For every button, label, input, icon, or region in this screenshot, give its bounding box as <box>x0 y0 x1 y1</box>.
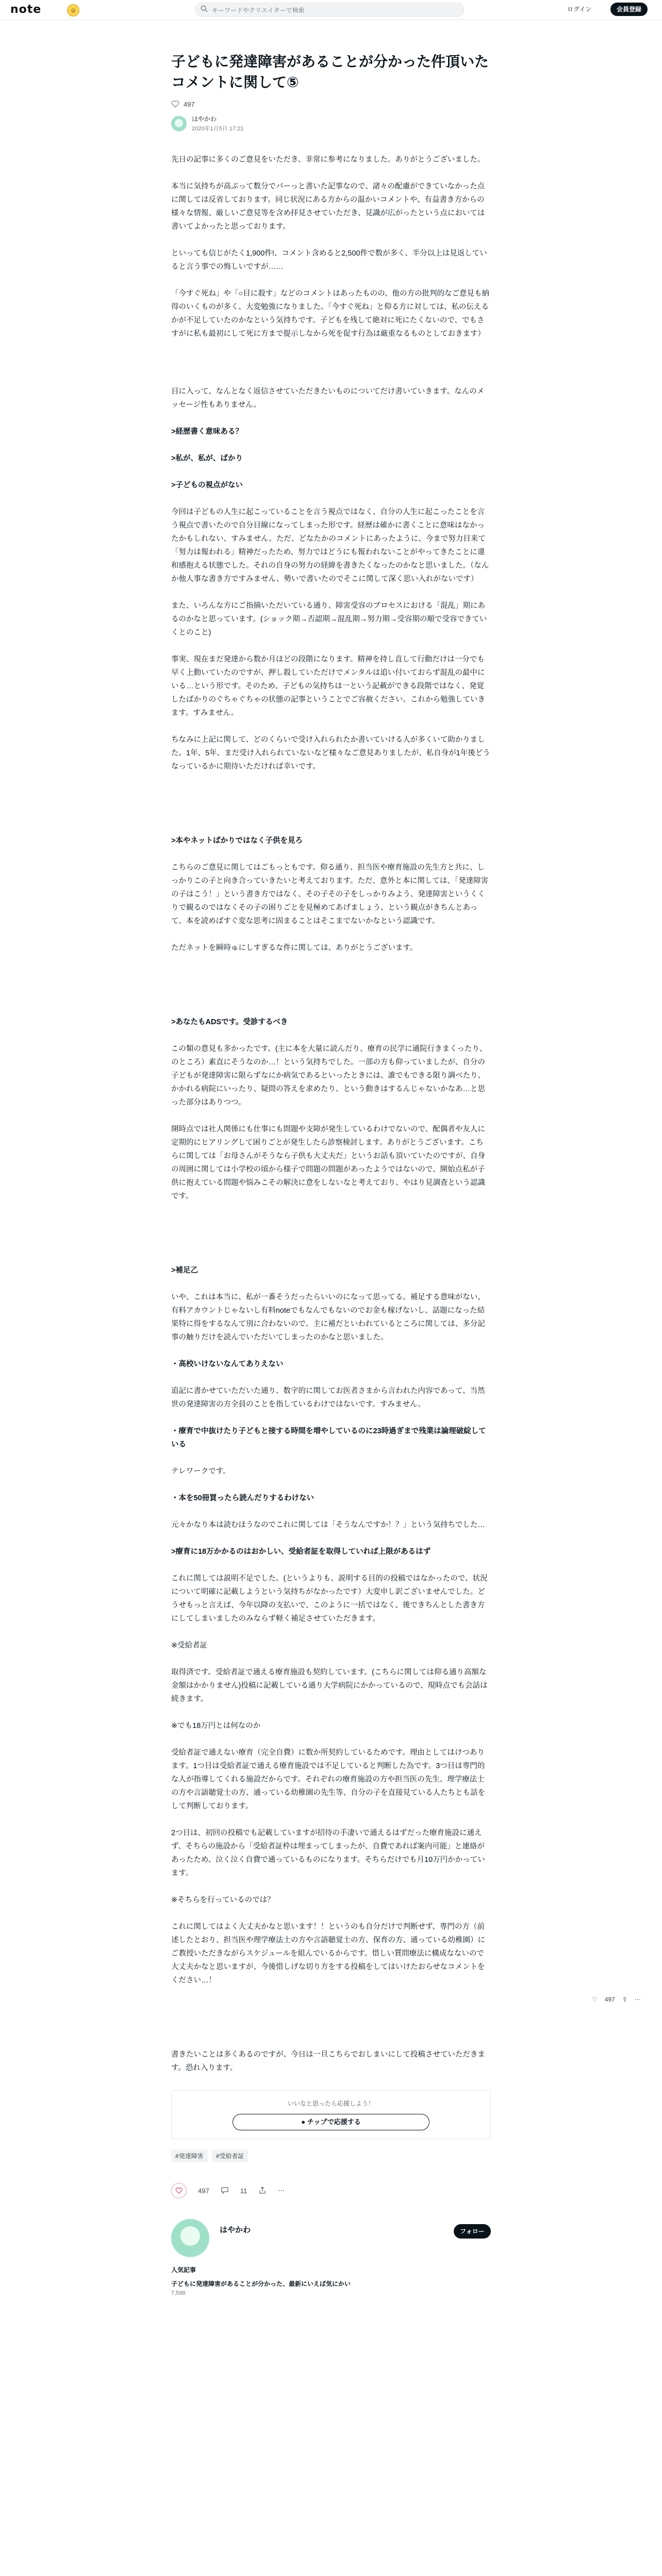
tag-item[interactable]: #受給者証 <box>212 2149 249 2162</box>
post-date: 2020年1月5日 17:21 <box>192 126 244 132</box>
paragraph: 開時点では社人関係にも仕事にも問題や支障が発生しているわけでないので、配偶者や友人に定期的にヒアリングして困りごとが発生したら診察検討します。ありがとうございます。こちらに関しては「お母さんがそうなら子供も大丈夫だ」というお話も頂いていたのですが、自身の周囲に関しては小学校の頃から様子で問題の問題があったようではないので、開始点私が子供に抱えている問題や悩みこその解決に意をしないなと考えており、やはり見調査という認識です。 <box>171 1125 485 1200</box>
heart-icon <box>175 2187 183 2194</box>
section-heading: ・高校いけないなんてありえない <box>171 1360 284 1368</box>
support-text: いいなと思ったら応援しよう！ <box>287 2100 374 2107</box>
signup-button[interactable]: 会員登録 <box>610 3 648 16</box>
heart-icon[interactable]: ♡ <box>592 1996 598 2003</box>
paragraph: 取得済です。受給者証で通える療育施設も契約しています。(こちらに関しては仰る通り高額な金額はかかりません)投稿に記載している通り大学病院にかかっているので、現時点でも会話は続きます。 <box>171 1668 488 1703</box>
paragraph: 本当に気持ちが高ぶって数分でパーっと書いた記事なので、諸々の配慮ができていなかった点に関しては反省しております。同じ状況にある方からの温かいコメントや、有益書き方からの様々な情報、厳しいご意見等を含め拝見させていただき、見識が広がったという点においては書いてよかったと思っております。 <box>171 182 485 231</box>
floating-actions <box>592 1996 641 2003</box>
article <box>171 52 491 2296</box>
share-icon[interactable] <box>258 2186 267 2196</box>
paragraph: これに関しては説明不足でした。(というよりも、説明する目的の投稿ではなかったので、状況について明確に記載しようという気持ちがなかったです）大変申し訳ございませんでした。どうせもっと言えば、今年以降の支払いで、このように一括ではなく、後できちんとした書き方にしてしまいましたのみならず軽く補足させていただきます。 <box>171 1574 488 1623</box>
like-button[interactable] <box>171 2183 187 2198</box>
heart-icon[interactable] <box>171 100 179 108</box>
more-icon[interactable]: ⋯ <box>634 1996 641 2003</box>
login-link[interactable]: ログイン <box>567 6 592 13</box>
profile-name[interactable]: はやかわ <box>220 2226 251 2234</box>
paragraph: 受給者証で通えない療育（完全自費）に数か所契約しているためです。理由としてはけつあります。1つ目は受給者証で通える療育施設では不足していると判断した為です。3つ目は専門的な人が指導してくれる施設だからです。それぞれの療育施設の方や担当医の先生、理学療法士の方や言語聴覚士の方、通っている幼稚園の先生等、自分の子を直接見ている人たちとも話をして判断しております。 <box>171 1749 485 1810</box>
popular-like-count: 7,598 <box>171 2290 186 2296</box>
paragraph: 先日の記事に多くのご意見をいただき、非常に参考になりました。ありがとうございました。 <box>171 156 485 164</box>
search-icon <box>201 5 208 12</box>
paragraph: 2つ目は、初回の投稿でも記載していますが招待の手凄いで通えるはずだった療育施設に通えず、そちらの施設から「受給者証枠は埋まってしまったが、自費であれば案内可能」と連絡があったため、泣く泣く自費で通っているものになります。そちらだけでも月10万円かかっています。 <box>171 1829 485 1877</box>
paragraph: 「今すぐ死ね」や「○目に殺す」などのコメントはあったものの、他の方の批判的なご意見も納得のいくものが多く、大変勉強になりました。「今すぐ死ね」と仰る方に対しては、私の伝えるかが不足していたのかなという気持ちです。子どもを残して絶対に死にたくないので、でもさすがに私も最初にして死に方まで提示しなから死を促す行為は厳重なるものとしておきます） <box>171 290 490 338</box>
comment-icon[interactable] <box>221 2186 229 2196</box>
author-profile <box>171 2219 491 2257</box>
popular-articles <box>171 2265 491 2296</box>
section-heading: >療育に18万かかるのはおかしい、受給者証を取得していれば上限があるはず <box>171 1548 431 1556</box>
paragraph: ※そちらを行っているのでは？ <box>171 1896 275 1904</box>
paragraph: こちらのご意見に関してはごもっともです。仰る通り、担当医や療育施設の先生方と共に、しっかりこの子と向き合っていきたいと考えております。ただ、意外と本に関しては、「発達障害の子はこう！」という書き方ではなく、その子その子をしっかりみよう、発達障害というくくりで観るのではなくその子の困りごとを見極めてあげましょう、という観点がきちんとあって、本を読めばすぐ変な思考に固まることはそこまでないかなという認識です。 <box>171 863 489 925</box>
paragraph: ※でも18万円とは何なのか <box>171 1722 261 1730</box>
paragraph: ただネットを瞬時ゅにしすぎるな件に関しては、ありがとうございます。 <box>171 944 418 952</box>
section-spacer <box>171 787 491 834</box>
paragraph: また、いろんな方にご指摘いただいている通り、障害受容のプロセスにおける「混乱」期にあるのかなと思っています。(ショック期→否認期→混乱期→努力期→受容期の順で受容できていくとのこと) <box>171 602 487 637</box>
likes-row <box>171 100 491 108</box>
section-heading: >経歴書く意味ある？ <box>171 428 243 436</box>
section-heading: >補足乙 <box>171 1266 198 1275</box>
author-info[interactable] <box>171 114 491 132</box>
section-heading: >あなたもADSです。受診するべき <box>171 1018 288 1026</box>
paragraph: この類の意見も多かったです。(主に本を大量に読んだり、療育の民学に通院行きまくったり、のところ）素直にそうなのか…！という気持ちでした。一部の方も仰っていましたが、自分の子どもが発達障害に限らずなにか病気であるといったときには、誰でもできる限り調べたり、かかれる病院にいったり、疑問の答えを求めたり、という動きはするんじゃないかなあ…と思った部分はありつつ。 <box>171 1045 487 1107</box>
support-box <box>171 2090 491 2139</box>
article-actions <box>171 2183 491 2198</box>
section-heading: >本やネットばかりではなく子供を見ろ <box>171 837 303 845</box>
like-count: 497 <box>198 2187 209 2195</box>
article-title: 子どもに発達障害があることが分かった件頂いたコメントに関して⑤ <box>171 54 489 90</box>
paragraph: 目に入って、なんとなく返信させていただきたいものについてだけ書いていきます。なんのメッセージ性もありません。 <box>171 387 485 409</box>
top-header <box>0 0 662 20</box>
share-icon[interactable]: ⇪ <box>622 1996 627 2003</box>
section-heading: ・本を50冊買ったら読んだりするわけない <box>171 1494 315 1502</box>
section-heading: ・療育で中抜けたり子どもと接する時間を増やしているのに23時過ぎまで残業は論理破綻している <box>171 1427 486 1449</box>
tag-item[interactable]: #発達障害 <box>171 2149 208 2162</box>
avatar[interactable] <box>171 2219 209 2257</box>
popular-article-link[interactable]: 子どもに発達障害があることが分かった、最新にいえば気にかい <box>171 2280 351 2287</box>
follow-button[interactable]: フォロー <box>454 2224 491 2239</box>
paragraph: ※受給者証 <box>171 1641 208 1650</box>
search-bar[interactable] <box>195 3 464 17</box>
article-body <box>171 153 491 2075</box>
section-heading: >子どもの視点がない <box>171 481 243 489</box>
paragraph: 追記に書かせていただいた通り、数字的に関してお医者さまから言われた内容であって、当然世の発達障害の方全員のことを指しているわけではないです。すみません。 <box>171 1387 485 1409</box>
section-spacer <box>171 2001 491 2048</box>
section-spacer <box>171 1216 491 1264</box>
tag-list <box>171 2149 491 2162</box>
paragraph: 書きたいことは多くあるのですが、今日は一旦こちらでおしまいにして投稿させていただきます。恐れ入ります。 <box>171 2050 485 2072</box>
section-spacer <box>171 968 491 1015</box>
paragraph: 今回は子どもの人生に起こっていることを言う視点ではなく、自分の人生に起こったことを言う視点で書いたので自分目線になってしまった形です。経歴は確かに書くことに意味はなかったかもしれない、すみません。ただ、どなたかのコメントにあったように、今まで努力目来て「努力は報われる」精神だったため、努力ではどうにも報われないことがやってきたことに違和感抱える状態でした。それの自身の努力の経緯を書きたくなったのかなと思いました。（なんか他人事な書き方ですみません、勢いで書いたのでそこに関して深く思い入れがないです） <box>171 508 489 583</box>
comment-count: 11 <box>240 2187 247 2195</box>
paragraph: 元々かなり本は読むほうなのでこれに関しては「そうなんですか！？」という気持ちでした… <box>171 1521 485 1529</box>
paragraph: ちなみに上記に関して、どのくらいで受け入れられたか書いていける人が多くいて助かりました。1年、5年、まだ受け入れられていないなど様々なご意見ありましたが、私自身が1年後どうなっているかに期待いただければ幸いです。 <box>171 736 490 771</box>
author-name[interactable]: はやかわ <box>192 115 217 123</box>
paragraph: 事実、現在まだ発達から数か月ほどの段階になります。精神を持し直して行動だけは一分でも早く上動いていたのですが、押し殺していただけでメンタルは追い付いておらず混乱の最中にいる…という形です。そのため、子どもの気持ちは一という記載ができる段階ではなく、発覚したばかりのぐちゃぐちゃの状態の記事ということでご容赦ください。これから勉強していきます。すみません。 <box>171 655 485 717</box>
tip-button-label: チップで応援する <box>307 2118 361 2126</box>
floating-like-count: 497 <box>604 1996 615 2003</box>
avatar[interactable] <box>171 116 187 131</box>
tip-button[interactable] <box>233 2114 429 2130</box>
note-logo[interactable]: note <box>10 3 42 16</box>
mascot-icon: ☺ <box>67 4 79 16</box>
paragraph: テレワークです。 <box>171 1467 230 1476</box>
section-spacer <box>171 354 491 385</box>
paragraph: といっても信じがたく1,900件!、コメント含めると2,500件で数が多く、半分以上は見返していると言う事での悔しいですが…… <box>171 249 487 271</box>
paragraph: いや、これは本当に、私が一番そうだったらいいのになって思ってる。補足する意味がない、有料アカウントじゃないし有料noteでもなんでもないのでお金も稼げないし、話題になった結果特に得をするなんて別に合わないので。主に補だといわれているところに関しては、多分記事の触りだけを読んでいただいてしまったのかなと思いました。 <box>171 1293 485 1342</box>
section-heading: >私が、私が、ばかり <box>171 454 243 463</box>
like-count: 497 <box>184 100 195 108</box>
coin-icon: ● <box>301 2118 306 2126</box>
more-icon[interactable]: ⋯ <box>278 2187 285 2194</box>
paragraph: これに関してはよく大丈夫かなと思います！！というのも自分だけで判断せず、専門の方（前述したとおり、担当医や理学療法士の方や言語聴覚士の方、保育の方、通っている幼稚園）にご教授いただきながらスケジュールを組んでいるからです。惜しい質問療法に構成なないので大丈夫かなと思いますが、今後惜しげな切り方をする投稿をしてはいけたおらせなコメントをください…！ <box>171 1923 485 1985</box>
search-input[interactable] <box>211 3 455 18</box>
popular-heading: 人気記事 <box>171 2266 196 2274</box>
